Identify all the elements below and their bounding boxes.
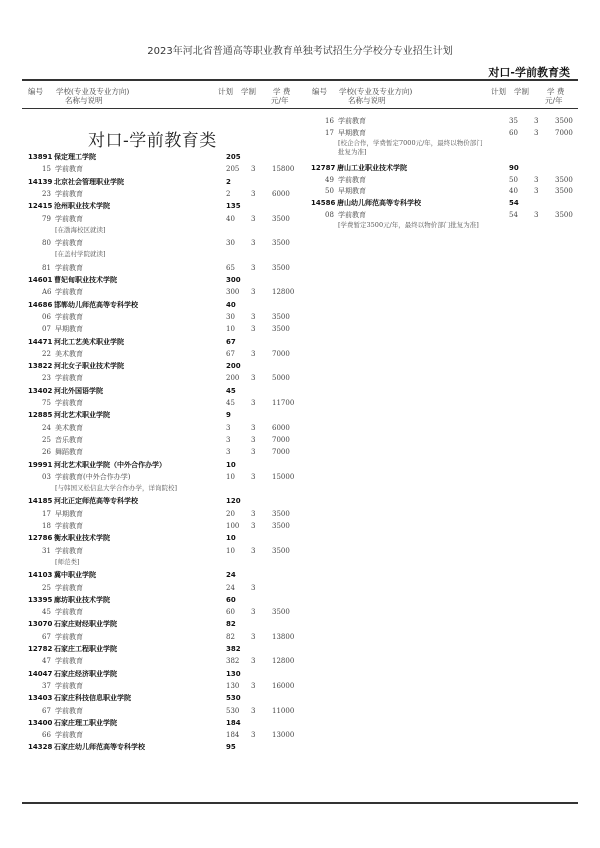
school-code: 14139: [28, 177, 53, 186]
school-row: [22, 301, 322, 311]
major-plan: 10: [226, 325, 235, 334]
major-note: [师范类]: [55, 557, 80, 566]
major-name: 学前教育: [55, 239, 83, 248]
major-code: 24: [42, 423, 51, 432]
major-code: 23: [42, 189, 51, 198]
school-row: [22, 338, 322, 348]
header-rule: [22, 108, 578, 109]
school-code: 12786: [28, 534, 53, 543]
school-name: 保定理工学院: [54, 153, 96, 161]
major-row: [22, 165, 322, 175]
header-plan-right: 计划: [491, 87, 506, 96]
header-fee-right-2: 元/年: [545, 96, 563, 105]
school-plan: 2: [226, 177, 231, 186]
major-name: 学前教育: [55, 546, 83, 555]
major-years: 3: [251, 312, 256, 321]
major-years: 3: [251, 522, 256, 530]
major-plan: 30: [226, 239, 235, 248]
school-name: 石家庄工程职业学院: [54, 645, 117, 653]
header-school-right-2: 名称与说明: [348, 96, 386, 105]
school-code: 12787: [311, 163, 336, 172]
major-row: [305, 129, 600, 139]
major-row: [22, 682, 322, 692]
major-plan: 67: [226, 349, 235, 358]
major-row: [22, 215, 322, 225]
school-plan: 67: [226, 337, 236, 346]
school-name: 石家庄经济职业学院: [54, 669, 117, 678]
major-fee: 3500: [555, 187, 573, 196]
school-name: 唐山幼儿师范高等专科学校: [337, 198, 421, 207]
major-code: 26: [42, 448, 51, 457]
major-plan: 54: [509, 210, 518, 219]
major-code: 17: [325, 128, 334, 137]
major-fee: 3500: [272, 325, 290, 334]
school-row: [22, 743, 322, 753]
school-code: 14471: [28, 337, 53, 346]
major-years: 3: [534, 128, 539, 137]
major-fee: 3500: [272, 239, 290, 248]
major-code: 08: [325, 210, 334, 219]
school-plan: 90: [509, 163, 519, 172]
major-note: [在盖村学院就读]: [55, 250, 106, 259]
major-years: 3: [534, 175, 539, 184]
major-years: 3: [251, 325, 256, 334]
major-row: [22, 399, 322, 409]
major-note: [在渤海校区就读]: [55, 225, 106, 234]
school-row: [22, 387, 322, 397]
school-row: [305, 164, 600, 174]
school-row: [22, 362, 322, 372]
major-code: 18: [42, 522, 51, 530]
major-row: [22, 608, 322, 618]
major-years: 3: [251, 288, 256, 297]
major-plan: 100: [226, 522, 240, 530]
major-years: 3: [251, 349, 256, 358]
major-years: 3: [534, 210, 539, 219]
major-code: 15: [42, 165, 51, 174]
school-code: 13070: [28, 620, 53, 629]
major-fee: 3500: [272, 214, 290, 223]
school-plan: 45: [226, 386, 236, 395]
major-fee: 3500: [272, 608, 290, 617]
major-name: 学前教育: [338, 175, 366, 184]
school-name: 河北正定师范高等专科学校: [54, 497, 138, 506]
school-row: [22, 153, 322, 163]
major-years: 3: [251, 423, 256, 432]
header-years-right: 学制: [514, 87, 529, 96]
major-years: 3: [251, 448, 256, 457]
major-plan: 530: [226, 706, 240, 715]
big-category-heading: 对口-学前教育类: [88, 131, 217, 151]
major-name: 学前教育: [338, 117, 366, 125]
major-fee: 3500: [272, 263, 290, 272]
major-name: 学前教育: [55, 632, 83, 641]
major-plan: 20: [226, 509, 235, 518]
school-plan: 40: [226, 300, 236, 309]
major-name: 学前教育: [55, 657, 83, 666]
header-fee-left-1: 学 费: [273, 87, 291, 96]
school-row: [22, 694, 322, 704]
major-row: [22, 288, 322, 298]
school-code: 12782: [28, 645, 53, 653]
major-plan: 45: [226, 399, 235, 407]
major-fee: 12800: [272, 657, 295, 666]
header-years-left: 学制: [241, 87, 256, 96]
school-name: 唐山工业职业技术学院: [337, 163, 407, 172]
major-row: [22, 473, 322, 483]
major-name: 学前教育: [55, 189, 83, 198]
school-code: 13402: [28, 386, 53, 395]
major-plan: 65: [226, 263, 235, 272]
major-code: 17: [42, 509, 51, 518]
major-code: 67: [42, 706, 51, 715]
school-plan: 382: [226, 645, 241, 653]
top-rule: [22, 79, 578, 81]
major-plan: 3: [226, 423, 231, 432]
major-row: [305, 117, 600, 127]
major-plan: 382: [226, 657, 240, 666]
major-row: [22, 424, 322, 434]
major-plan: 10: [226, 472, 235, 481]
major-plan: 2: [226, 189, 231, 198]
school-plan: 82: [226, 620, 236, 629]
major-name: 早期教育: [55, 509, 83, 518]
major-fee: 7000: [272, 349, 290, 358]
major-row: [22, 584, 322, 594]
school-code: 14103: [28, 571, 53, 580]
major-code: 22: [42, 349, 51, 358]
header-fee-right-1: 学 费: [547, 87, 565, 96]
major-code: 03: [42, 472, 51, 481]
major-code: A6: [42, 288, 52, 297]
school-plan: 120: [226, 497, 241, 506]
school-plan: 300: [226, 276, 241, 284]
major-years: 3: [251, 435, 256, 444]
school-plan: 9: [226, 411, 231, 420]
major-code: 79: [42, 214, 51, 223]
major-plan: 184: [226, 731, 240, 740]
header-school-left-1: 学校(专业及专业方向): [56, 87, 130, 96]
major-code: 45: [42, 608, 51, 617]
major-fee: 13000: [272, 731, 295, 740]
major-fee: 15000: [272, 472, 295, 481]
major-row: [22, 522, 322, 532]
school-plan: 184: [226, 718, 241, 727]
major-name: 学前教育: [55, 263, 83, 272]
major-code: 23: [42, 374, 51, 383]
school-name: 衡水职业技术学院: [54, 534, 110, 543]
school-name: 曹妃甸职业技术学院: [54, 276, 117, 284]
major-fee: 7000: [272, 448, 290, 457]
major-plan: 82: [226, 632, 235, 641]
major-name: 学前教育: [55, 681, 83, 690]
major-years: 3: [251, 189, 256, 198]
major-fee: 3500: [555, 175, 573, 184]
school-row: [22, 411, 322, 421]
major-fee: 16000: [272, 681, 295, 690]
major-fee: 6000: [272, 423, 290, 432]
major-years: 3: [251, 472, 256, 481]
school-code: 12885: [28, 411, 53, 420]
school-row: [22, 719, 322, 729]
major-years: 3: [534, 187, 539, 196]
school-name: 石家庄幼儿师范高等专科学校: [54, 743, 145, 752]
school-name: 河北艺术职业学院: [54, 411, 110, 420]
major-plan: 60: [226, 608, 235, 617]
major-fee: 15800: [272, 165, 295, 174]
major-fee: 7000: [272, 435, 290, 444]
major-row: [22, 325, 322, 335]
page-title: 2023年河北省普通高等职业教育单独考试招生分学校分专业招生计划: [147, 46, 453, 57]
major-name: 学前教育: [55, 522, 83, 530]
major-name: 早期教育: [55, 325, 83, 334]
major-name: 学前教育: [55, 399, 83, 407]
major-years: 3: [251, 632, 256, 641]
school-name: 河北外国语学院: [54, 386, 103, 395]
school-name: 河北工艺美术职业学院: [54, 337, 124, 346]
school-plan: 95: [226, 743, 236, 752]
major-fee: 13800: [272, 632, 295, 641]
major-plan: 40: [226, 214, 235, 223]
school-plan: 54: [509, 198, 519, 207]
major-name: 学前教育: [55, 731, 83, 740]
school-code: 14047: [28, 669, 53, 678]
major-fee: 12800: [272, 288, 295, 297]
major-code: 16: [325, 117, 334, 125]
header-fee-left-2: 元/年: [271, 96, 289, 105]
school-plan: 10: [226, 534, 236, 543]
major-years: 3: [251, 731, 256, 740]
school-row: [22, 202, 322, 212]
major-years: 3: [251, 374, 256, 383]
school-row: [22, 670, 322, 680]
major-name: 学前教育: [55, 312, 83, 321]
major-years: 3: [251, 239, 256, 248]
major-row: [22, 657, 322, 667]
school-name: 邯郸幼儿师范高等专科学校: [54, 300, 138, 309]
major-row: [22, 239, 322, 249]
major-name: 学前教育: [55, 288, 83, 297]
major-fee: 3500: [555, 210, 573, 219]
major-code: 66: [42, 731, 51, 740]
major-years: 3: [251, 399, 256, 407]
major-plan: 300: [226, 288, 240, 297]
major-name: 舞蹈教育: [55, 448, 83, 457]
school-code: 13822: [28, 362, 53, 371]
major-plan: 50: [509, 175, 518, 184]
major-code: 75: [42, 399, 51, 407]
header-school-right-1: 学校(专业及专业方向): [339, 87, 413, 96]
category-tag: 对口-学前教育类: [488, 66, 570, 79]
major-note: [校企合作，学费暂定7000元/年，最终以物价部门批复为准]: [338, 139, 483, 157]
major-years: 3: [251, 165, 256, 174]
major-fee: 6000: [272, 189, 290, 198]
school-code: 12415: [28, 202, 53, 211]
school-name: 北京社会管理职业学院: [54, 177, 124, 186]
major-row: [22, 264, 322, 274]
major-plan: 35: [509, 117, 518, 125]
school-row: [22, 276, 322, 286]
school-row: [22, 645, 322, 655]
major-years: 3: [251, 263, 256, 272]
school-plan: 530: [226, 694, 241, 703]
major-note: [与韩国又松信息大学合作办学，详询院校]: [55, 484, 178, 493]
major-plan: 24: [226, 583, 235, 592]
school-row: [22, 620, 322, 630]
major-name: 学前教育: [55, 374, 83, 383]
school-name: 石家庄财经职业学院: [54, 620, 117, 629]
major-code: 31: [42, 546, 51, 555]
major-name: 早期教育: [338, 187, 366, 196]
school-code: 13403: [28, 694, 53, 703]
header-code-left: 编号: [28, 87, 43, 96]
major-fee: 3500: [272, 522, 290, 530]
major-fee: 3500: [555, 117, 573, 125]
major-note: [学费暂定3500元/年，最终以物价部门批复为准]: [338, 221, 479, 230]
school-row: [22, 534, 322, 544]
major-name: 学前教育: [338, 210, 366, 219]
major-years: 3: [534, 117, 539, 125]
major-fee: 3500: [272, 546, 290, 555]
major-code: 37: [42, 681, 51, 690]
major-code: 49: [325, 175, 334, 184]
major-code: 06: [42, 312, 51, 321]
major-name: 学前教育: [55, 583, 83, 592]
school-row: [22, 596, 322, 606]
major-row: [22, 707, 322, 717]
school-plan: 60: [226, 595, 236, 604]
major-years: 3: [251, 546, 256, 555]
major-name: 早期教育: [338, 128, 366, 137]
major-plan: 60: [509, 128, 518, 137]
major-plan: 3: [226, 435, 231, 444]
school-plan: 135: [226, 202, 241, 211]
major-code: 81: [42, 263, 51, 272]
major-name: 音乐教育: [55, 435, 83, 444]
school-code: 14328: [28, 743, 53, 752]
major-years: 3: [251, 214, 256, 223]
major-row: [22, 731, 322, 741]
major-row: [305, 176, 600, 186]
school-row: [22, 461, 322, 471]
major-name: 学前教育: [55, 706, 83, 715]
school-code: 14586: [311, 198, 336, 207]
major-plan: 205: [226, 165, 240, 174]
school-code: 14686: [28, 300, 53, 309]
major-code: 25: [42, 435, 51, 444]
major-plan: 40: [509, 187, 518, 196]
school-code: 14185: [28, 497, 53, 506]
major-row: [22, 510, 322, 520]
major-code: 25: [42, 583, 51, 592]
school-code: 13891: [28, 153, 53, 161]
major-years: 3: [251, 583, 256, 592]
major-plan: 200: [226, 374, 240, 383]
major-row: [22, 547, 322, 557]
major-fee: 3500: [272, 312, 290, 321]
school-code: 13395: [28, 595, 53, 604]
major-name: 学前教育: [55, 608, 83, 617]
school-name: 冀中职业学院: [54, 571, 96, 580]
major-plan: 30: [226, 312, 235, 321]
school-name: 石家庄理工职业学院: [54, 718, 117, 727]
school-code: 19991: [28, 460, 53, 469]
major-fee: 11000: [272, 706, 295, 715]
major-years: 3: [251, 681, 256, 690]
school-code: 13400: [28, 718, 53, 727]
school-row: [305, 199, 600, 209]
school-name: 沧州职业技术学院: [54, 202, 110, 211]
major-fee: 5000: [272, 374, 290, 383]
major-row: [22, 436, 322, 446]
school-name: 廊坊职业技术学院: [54, 595, 110, 604]
major-row: [22, 190, 322, 200]
major-row: [22, 350, 322, 360]
major-row: [305, 187, 600, 197]
major-plan: 130: [226, 681, 240, 690]
major-fee: 3500: [272, 509, 290, 518]
major-row: [305, 211, 600, 221]
major-fee: 7000: [555, 128, 573, 137]
school-code: 14601: [28, 276, 53, 284]
major-fee: 11700: [272, 399, 295, 407]
major-code: 67: [42, 632, 51, 641]
school-row: [22, 571, 322, 581]
major-plan: 3: [226, 448, 231, 457]
school-name: 石家庄科技信息职业学院: [54, 694, 131, 703]
major-name: 学前教育: [55, 165, 83, 174]
major-row: [22, 633, 322, 643]
header-plan-left: 计划: [218, 87, 233, 96]
school-plan: 200: [226, 362, 241, 371]
major-years: 3: [251, 706, 256, 715]
school-name: 河北女子职业技术学院: [54, 362, 124, 371]
major-code: 50: [325, 187, 334, 196]
school-plan: 24: [226, 571, 236, 580]
major-plan: 10: [226, 546, 235, 555]
major-years: 3: [251, 657, 256, 666]
major-name: 美术教育: [55, 423, 83, 432]
school-name: 河北艺术职业学院（中外合作办学）: [54, 460, 166, 469]
major-name: 学前教育: [55, 214, 83, 223]
school-plan: 205: [226, 153, 241, 161]
header-code-right: 编号: [312, 87, 327, 96]
header-school-left-2: 名称与说明: [65, 96, 103, 105]
major-row: [22, 313, 322, 323]
major-row: [22, 448, 322, 458]
school-plan: 130: [226, 669, 241, 678]
major-name: 学前教育(中外合作办学): [55, 472, 131, 481]
major-years: 3: [251, 608, 256, 617]
major-row: [22, 374, 322, 384]
school-row: [22, 497, 322, 507]
major-code: 47: [42, 657, 51, 666]
bottom-rule: [22, 802, 578, 804]
major-years: 3: [251, 509, 256, 518]
major-name: 美术教育: [55, 349, 83, 358]
school-plan: 10: [226, 460, 236, 469]
school-row: [22, 178, 322, 188]
major-code: 07: [42, 325, 51, 334]
major-code: 80: [42, 239, 51, 248]
